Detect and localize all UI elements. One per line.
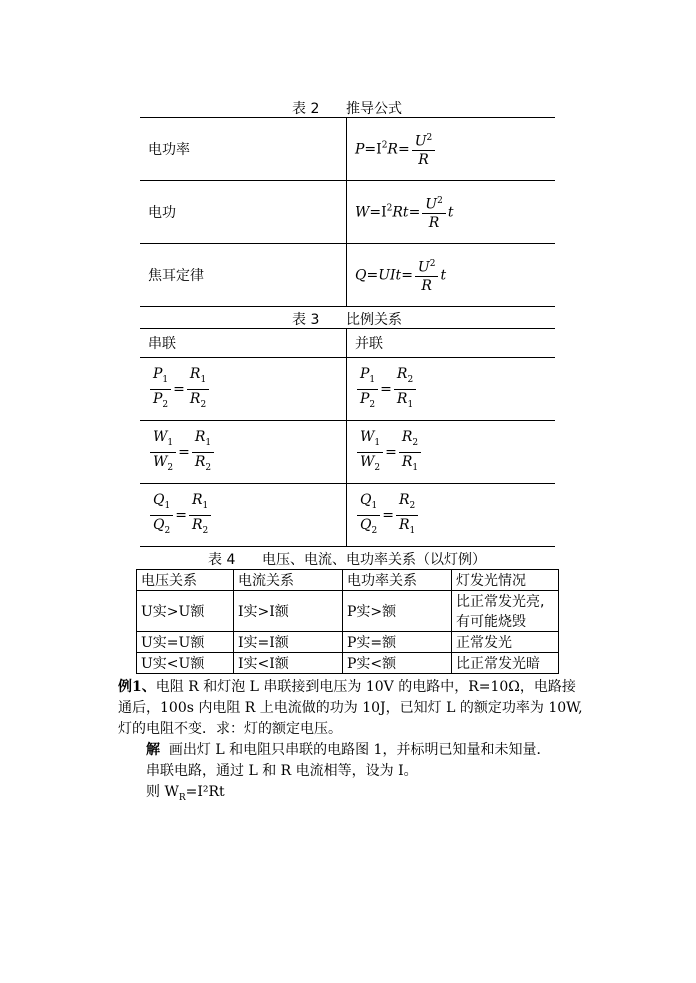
cell-lamp-state: 比正常发光亮,有可能烧毁 xyxy=(452,591,559,632)
formula-work: $W=I^2Rt=$ $\frac{U^2}{R}$ t xyxy=(347,181,556,244)
table-header-row xyxy=(137,570,559,591)
header-current: 电流关系 xyxy=(234,570,343,591)
table-row xyxy=(140,421,555,484)
row-label: 电功 xyxy=(140,181,347,244)
solution-text: 画出灯 L 和电阻只串联的电路图 1，并标明已知量和未知量． xyxy=(160,742,551,758)
example-label: 例1、 xyxy=(118,679,156,695)
cell-current: I实<I额 xyxy=(234,653,343,674)
header-series: 串联 xyxy=(140,329,347,358)
solution-text: =I²Rt xyxy=(185,784,225,800)
cell-voltage: U实<U额 xyxy=(137,653,234,674)
ratio-power-series: $\frac{P_1}{P_2}$ = $\frac{R_1}{R_2}$ xyxy=(140,358,347,421)
ratio-work-series: $\frac{W_1}{W_2}$ = $\frac{R_1}{R_2}$ xyxy=(140,421,347,484)
table4-caption: 表 4 电压、电流、电功率关系（以灯例） xyxy=(208,552,487,568)
header-voltage: 电压关系 xyxy=(137,570,234,591)
cell-voltage: U实=U额 xyxy=(137,632,234,653)
solution-line-2: 串联电路，通过 L 和 R 电流相等，设为 I。 xyxy=(146,763,418,779)
cell-lamp-state: 比正常发光暗 xyxy=(452,653,559,674)
table2-caption: 表 2 推导公式 xyxy=(292,101,403,117)
ratio-heat-parallel: $\frac{Q_1}{Q_2}$ = $\frac{R_2}{R_1}$ xyxy=(347,484,556,547)
row-label: 焦耳定律 xyxy=(140,244,347,307)
table2-derived-formulas xyxy=(140,117,555,307)
row-label: 电功率 xyxy=(140,118,347,181)
cell-voltage: U实>U额 xyxy=(137,591,234,632)
header-power: 电功率关系 xyxy=(343,570,452,591)
example-text: 电阻 R 和灯泡 L 串联接到电压为 10V 的电路中，R=10Ω，电路接 xyxy=(155,679,576,695)
cell-power: P实=额 xyxy=(343,632,452,653)
solution-line-1 xyxy=(146,740,550,760)
formula-joule: Q=UIt= $\frac{U^2}{R}$ t xyxy=(347,244,556,307)
cell-power: P实>额 xyxy=(343,591,452,632)
example-line-2: 通后，100s 内电阻 R 上电流做的功为 10J，已知灯 L 的额定功率为 10W, xyxy=(118,700,583,716)
subscript: R xyxy=(178,792,186,803)
ratio-power-parallel: $\frac{P_1}{P_2}$ = $\frac{R_2}{R_1}$ xyxy=(347,358,556,421)
table-row xyxy=(137,632,559,653)
table-row xyxy=(140,118,555,181)
cell-current: I实>I额 xyxy=(234,591,343,632)
table-row xyxy=(140,181,555,244)
table-header-row xyxy=(140,329,555,358)
table-row xyxy=(140,484,555,547)
ratio-heat-series: $\frac{Q_1}{Q_2}$ = $\frac{R_1}{R_2}$ xyxy=(140,484,347,547)
table3-caption: 表 3 比例关系 xyxy=(292,312,403,328)
formula-power: $P=I^2R=$ $\frac{U^2}{R}$ xyxy=(347,118,556,181)
table3-ratio-relations xyxy=(140,328,555,547)
cell-current: I实=I额 xyxy=(234,632,343,653)
solution-text: 则 W xyxy=(146,784,179,800)
ratio-work-parallel: $\frac{W_1}{W_2}$ = $\frac{R_2}{R_1}$ xyxy=(347,421,556,484)
header-lamp-state: 灯发光情况 xyxy=(452,570,559,591)
cell-power: P实<额 xyxy=(343,653,452,674)
example-line-3: 灯的电阻不变．求：灯的额定电压。 xyxy=(118,721,342,737)
header-parallel: 并联 xyxy=(347,329,556,358)
table-row xyxy=(137,653,559,674)
cell-lamp-state: 正常发光 xyxy=(452,632,559,653)
table-row xyxy=(140,358,555,421)
table4-lamp-relations xyxy=(136,569,559,674)
table-row xyxy=(137,591,559,632)
solution-label: 解 xyxy=(146,742,160,758)
table-row xyxy=(140,244,555,307)
example-line-1 xyxy=(118,677,576,697)
solution-line-3 xyxy=(146,782,225,808)
